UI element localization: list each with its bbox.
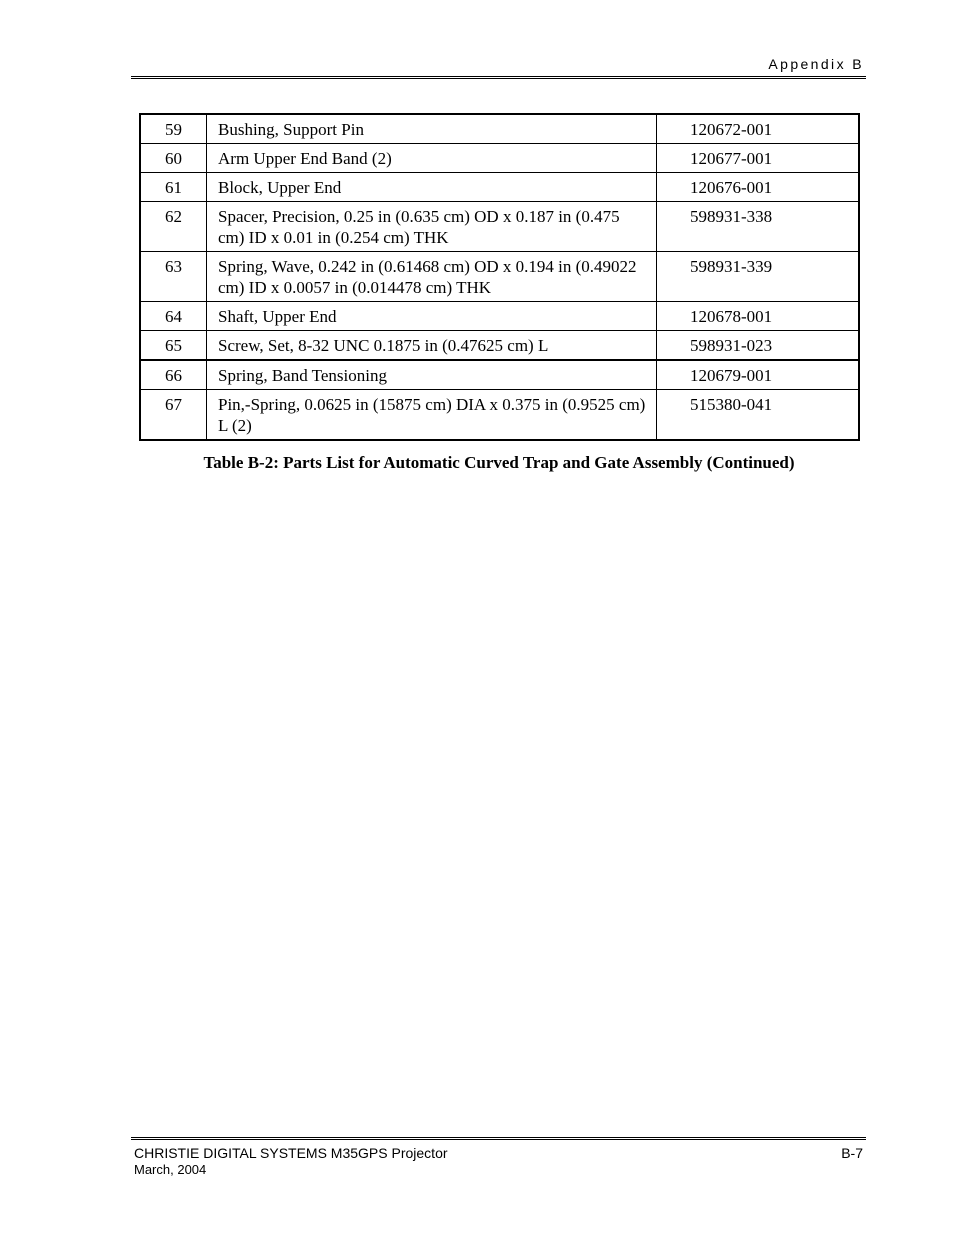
item-description: Spring, Band Tensioning <box>207 360 657 390</box>
item-description: Arm Upper End Band (2) <box>207 144 657 173</box>
section-header: Appendix B <box>768 56 864 72</box>
item-number: 65 <box>140 331 207 361</box>
item-description: Screw, Set, 8-32 UNC 0.1875 in (0.47625 cm) L <box>207 331 657 361</box>
item-description: Block, Upper End <box>207 173 657 202</box>
table-row <box>140 114 859 144</box>
part-number: 120677-001 <box>657 144 860 173</box>
table-row <box>140 173 859 202</box>
page-number: B-7 <box>841 1145 863 1161</box>
part-number: 120672-001 <box>657 114 860 144</box>
table-row <box>140 360 859 390</box>
item-description: Spacer, Precision, 0.25 in (0.635 cm) OD x 0.187 in (0.475 cm) ID x 0.01 in (0.254 cm) THK <box>207 202 657 252</box>
parts-list-table <box>139 113 860 441</box>
item-number: 59 <box>140 114 207 144</box>
item-number: 63 <box>140 252 207 302</box>
part-number: 120679-001 <box>657 360 860 390</box>
footer-rule <box>131 1137 866 1140</box>
item-number: 61 <box>140 173 207 202</box>
item-number: 67 <box>140 390 207 441</box>
table-row <box>140 144 859 173</box>
item-number: 64 <box>140 302 207 331</box>
table-row <box>140 202 859 252</box>
header-rule <box>131 76 866 79</box>
part-number: 120678-001 <box>657 302 860 331</box>
table-row <box>140 390 859 441</box>
part-number: 598931-338 <box>657 202 860 252</box>
item-description: Spring, Wave, 0.242 in (0.61468 cm) OD x 0.194 in (0.49022 cm) ID x 0.0057 in (0.014478 cm) THK <box>207 252 657 302</box>
part-number: 598931-023 <box>657 331 860 361</box>
table-row <box>140 252 859 302</box>
table-row <box>140 302 859 331</box>
item-number: 66 <box>140 360 207 390</box>
table-row <box>140 331 859 361</box>
footer-date: March, 2004 <box>134 1162 207 1177</box>
item-description: Shaft, Upper End <box>207 302 657 331</box>
footer-info <box>134 1145 448 1177</box>
item-description: Bushing, Support Pin <box>207 114 657 144</box>
table-caption: Table B-2: Parts List for Automatic Curved Trap and Gate Assembly (Continued) <box>203 453 795 472</box>
part-number: 120676-001 <box>657 173 860 202</box>
item-number: 60 <box>140 144 207 173</box>
part-number: 598931-339 <box>657 252 860 302</box>
item-number: 62 <box>140 202 207 252</box>
footer-title: CHRISTIE DIGITAL SYSTEMS M35GPS Projector <box>134 1145 448 1161</box>
part-number: 515380-041 <box>657 390 860 441</box>
item-description: Pin,-Spring, 0.0625 in (15875 cm) DIA x 0.375 in (0.9525 cm) L (2) <box>207 390 657 441</box>
